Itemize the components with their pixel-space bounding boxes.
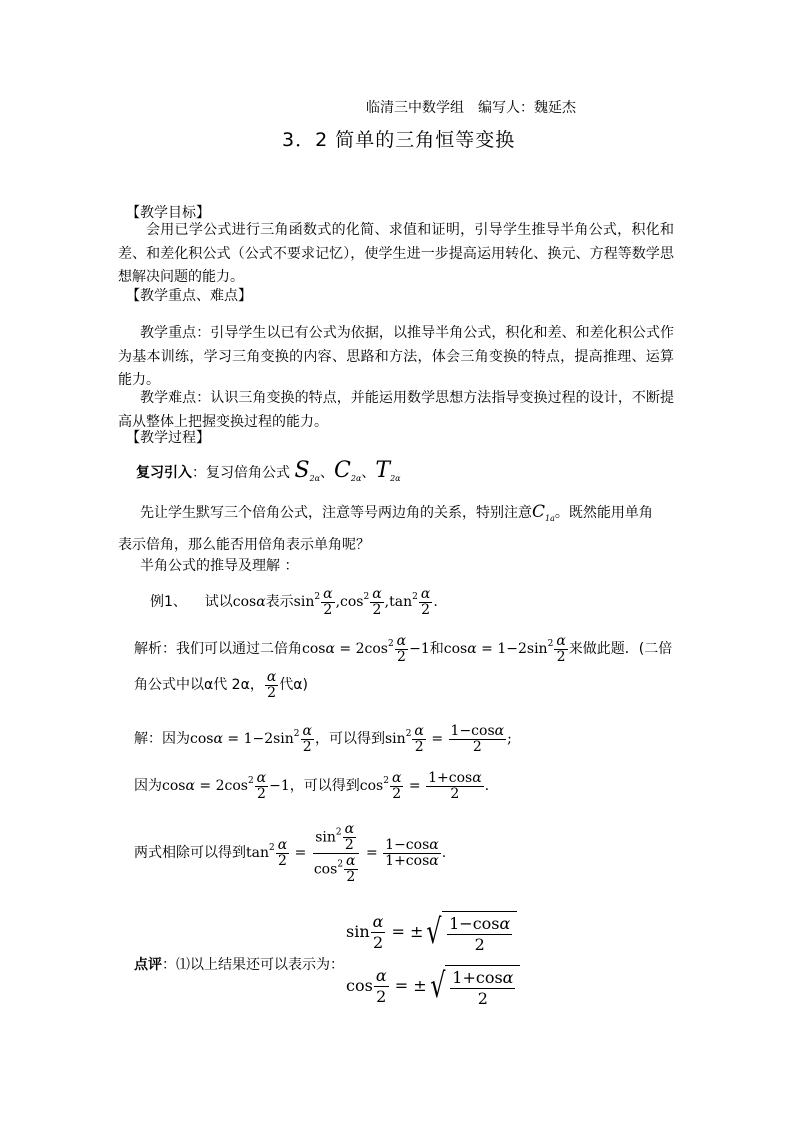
cos-half-formula: cos $\frac{\alpha}{2}$ = ± √ $\frac{1+\cos\alpha}{2}$: [346, 962, 520, 1010]
review-label: 复习引入: [136, 465, 192, 481]
analysis-line-1: 解析：我们可以通过二倍角$\cos\alpha = 2\cos^2$ $\frac{\alpha}{2}$ −1和$\cos\alpha = 1-2\sin^2$ $\frac{\alpha}{2}$ 来做此题．(二倍: [134, 632, 673, 665]
intro-line-1: 先让学生默写三个倍角公式，注意等号两边角的关系，特别注意$C_{1a}$。既然能用单角: [140, 502, 653, 523]
half-angle-title: 半角公式的推导及理解 ：: [140, 558, 299, 574]
key-focus-text: 教学重点：引导学生以已有公式为依据，以推导半角公式，积化和差、和差化积公式作为基本训练，学习三角变换的内容、思路和方法，体会三角变换的特点，提高推理、运算能力。: [118, 325, 674, 388]
solution-line-1: 解：因为$\cos\alpha = 1-2\sin^2$ $\frac{\alpha}{2}$ ，可以得到$\sin^2$ $\frac{\alpha}{2}$ = $\frac{1-\cos\alpha}{2}$ ;: [134, 722, 512, 755]
author-line: 临清三中数学组 编写人：魏延杰: [366, 100, 576, 116]
comment-label: 点评: [134, 957, 162, 973]
sin-half-formula: sin $\frac{\alpha}{2}$ = ± √ $\frac{1-\cos\alpha}{2}$: [346, 908, 517, 956]
formula-s2a: S: [294, 458, 310, 483]
comment-line: 点评：⑴以上结果还可以表示为：: [134, 957, 344, 973]
key-difficulty-text: 教学难点：认识三角变换的特点，并能运用数学思想方法指导变换过程的设计，不断提高从整体上把握变换过程的能力。: [118, 390, 674, 430]
objectives-text: 会用已学公式进行三角函数式的化简、求值和证明，引导学生推导半角公式，积化和差、和差化积公式（公式不要求记忆），使学生进一步提高运用转化、换元、方程等数学思想解决问题的能力。: [118, 222, 674, 285]
analysis-line-2: 角公式中以α代 2α， $\frac{\alpha}{2}$ 代α): [134, 668, 308, 701]
page-title: 3．2 简单的三角恒等变换: [282, 129, 516, 151]
divide-line: 两式相除可以得到$\tan^2$ $\frac{\alpha}{2}$ = $\sin^2$ $\frac{\alpha}{2}$ $\cos^2$ $\frac{\alpha}{2}$ = $\frac{1-\cos\alpha}{1+\cos\alpha}$ .: [134, 820, 447, 885]
formula-c2a: C: [334, 458, 351, 483]
review-line: 复习引入：复习倍角公式 $S_{2\alpha}$、$C_{2\alpha}$、$T_{2\alpha}$: [136, 458, 401, 483]
formula-t2a: T: [375, 458, 391, 483]
intro-line-2: 表示倍角，那么能否用倍角表示单角呢？: [118, 537, 370, 553]
example-1: 例1、 试以cosα表示$\sin^2$ $\frac{\alpha}{2}$ $,\cos^2$ $\frac{\alpha}{2}$ $,\tan^2$ $\frac{\alpha}{2}$ .: [150, 585, 438, 618]
keypoints-heading: 【教学重点、难点】: [126, 288, 252, 304]
objectives-heading: 【教学目标】: [126, 205, 210, 221]
formula-c1a: C: [532, 502, 546, 522]
solution-line-2: 因为$\cos\alpha = 2\cos^2$ $\frac{\alpha}{2}$ −1，可以得到$\cos^2$ $\frac{\alpha}{2}$ = $\frac{1+\cos\alpha}{2}$ .: [134, 769, 490, 802]
process-heading: 【教学过程】: [126, 430, 210, 446]
